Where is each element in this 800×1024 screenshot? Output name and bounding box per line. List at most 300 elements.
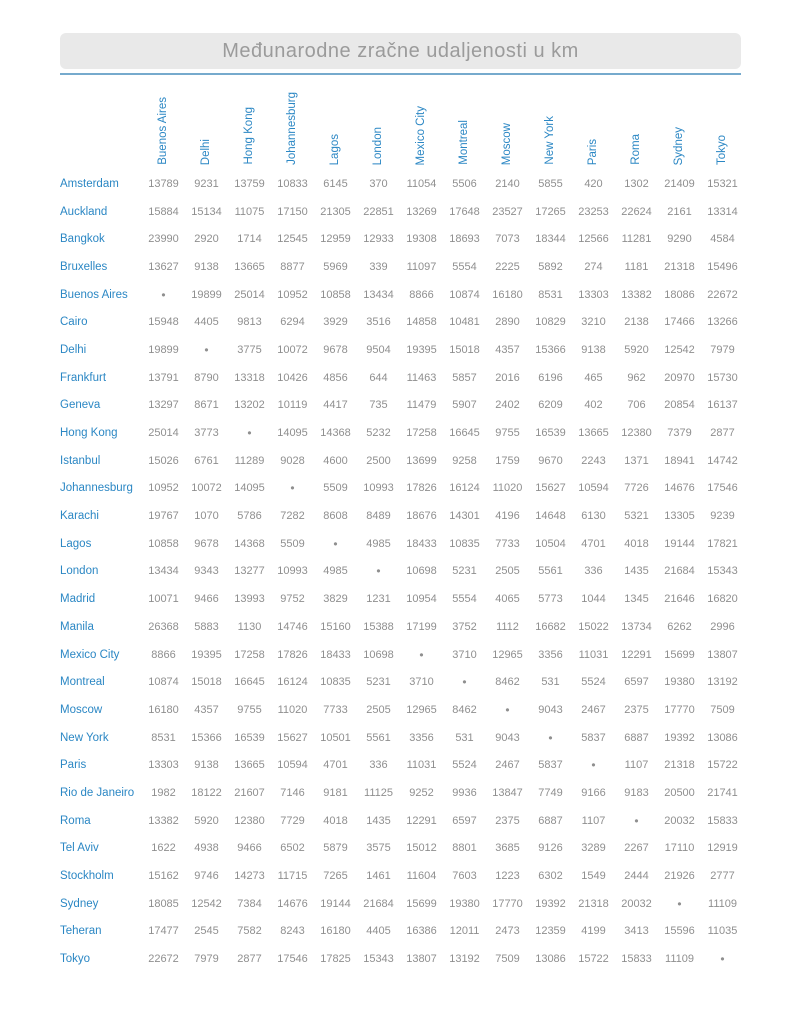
self-distance-cell: • bbox=[333, 536, 338, 551]
distance-cell: 6761 bbox=[194, 454, 219, 467]
distance-cell: 10835 bbox=[449, 537, 480, 550]
distance-cell: 9258 bbox=[452, 454, 477, 467]
distance-cell: 8531 bbox=[151, 731, 176, 744]
distance-cell: 7749 bbox=[538, 786, 563, 799]
distance-cell: 14095 bbox=[277, 427, 308, 440]
distance-cell: 10874 bbox=[148, 676, 179, 689]
distance-cell: 1982 bbox=[151, 786, 176, 799]
distance-cell: 4701 bbox=[323, 759, 348, 772]
distance-cell: 12965 bbox=[406, 703, 437, 716]
distance-cell: 9138 bbox=[194, 759, 219, 772]
distance-cell: 15134 bbox=[191, 205, 222, 218]
distance-cell: 17199 bbox=[406, 620, 437, 633]
table-header bbox=[60, 80, 744, 170]
row-label-rio-de-janeiro: Rio de Janeiro bbox=[60, 786, 135, 799]
self-distance-cell: • bbox=[376, 564, 381, 579]
distance-cell: 15343 bbox=[363, 953, 394, 966]
distance-cell: 10829 bbox=[535, 316, 566, 329]
distance-cell: 13993 bbox=[234, 593, 265, 606]
distance-cell: 2016 bbox=[495, 371, 520, 384]
table-row bbox=[60, 475, 744, 503]
distance-cell: 9043 bbox=[495, 731, 520, 744]
distance-cell: 9138 bbox=[194, 260, 219, 273]
distance-cell: 17110 bbox=[664, 842, 695, 855]
distance-cell: 19380 bbox=[664, 676, 695, 689]
distance-cell: 10993 bbox=[363, 482, 394, 495]
distance-cell: 5506 bbox=[452, 177, 477, 190]
distance-cell: 706 bbox=[627, 399, 646, 412]
distance-cell: 3710 bbox=[452, 648, 477, 661]
distance-cell: 17825 bbox=[320, 953, 351, 966]
distance-cell: 4357 bbox=[495, 343, 520, 356]
distance-cell: 10501 bbox=[320, 731, 351, 744]
distance-cell: 6302 bbox=[538, 870, 563, 883]
distance-cell: 2505 bbox=[495, 565, 520, 578]
distance-cell: 16180 bbox=[492, 288, 523, 301]
distance-cell: 17770 bbox=[664, 703, 695, 716]
distance-cell: 1070 bbox=[194, 510, 219, 523]
distance-cell: 8243 bbox=[280, 925, 305, 938]
distance-cell: 12959 bbox=[320, 233, 351, 246]
distance-cell: 7146 bbox=[280, 786, 305, 799]
distance-cell: 13791 bbox=[148, 371, 179, 384]
distance-cell: 1714 bbox=[237, 233, 262, 246]
distance-cell: 17821 bbox=[707, 537, 738, 550]
distance-cell: 2877 bbox=[237, 953, 262, 966]
distance-cell: 2505 bbox=[366, 703, 391, 716]
distance-cell: 10954 bbox=[406, 593, 437, 606]
distance-cell: 4018 bbox=[624, 537, 649, 550]
distance-cell: 20032 bbox=[664, 814, 695, 827]
distance-cell: 16180 bbox=[148, 703, 179, 716]
distance-cell: 15596 bbox=[664, 925, 695, 938]
column-header-hong-kong bbox=[228, 80, 271, 170]
row-label-moscow: Moscow bbox=[60, 703, 103, 716]
distance-cell: 18122 bbox=[191, 786, 222, 799]
distance-cell: 9343 bbox=[194, 565, 219, 578]
distance-cell: 3710 bbox=[409, 676, 434, 689]
column-header-roma bbox=[615, 80, 658, 170]
distance-cell: 12359 bbox=[535, 925, 566, 938]
distance-cell: 18085 bbox=[148, 897, 179, 910]
distance-cell: 14095 bbox=[234, 482, 265, 495]
distance-cell: 13202 bbox=[234, 399, 265, 412]
table-row bbox=[60, 641, 744, 669]
distance-cell: 1622 bbox=[151, 842, 176, 855]
distance-cell: 11031 bbox=[578, 648, 609, 661]
distance-cell: 15722 bbox=[578, 953, 609, 966]
row-label-karachi: Karachi bbox=[60, 510, 99, 523]
distance-cell: 2467 bbox=[581, 703, 606, 716]
distance-cell: 16386 bbox=[406, 925, 437, 938]
distance-cell: 8801 bbox=[452, 842, 477, 855]
distance-cell: 16180 bbox=[320, 925, 351, 938]
distance-cell: 11715 bbox=[277, 870, 308, 883]
distance-cell: 12542 bbox=[664, 343, 695, 356]
self-distance-cell: • bbox=[290, 481, 295, 496]
title-divider bbox=[60, 73, 741, 75]
distance-cell: 8462 bbox=[452, 703, 477, 716]
row-label-geneva: Geneva bbox=[60, 399, 101, 412]
header-row bbox=[60, 80, 744, 170]
distance-cell: 5879 bbox=[323, 842, 348, 855]
table-row bbox=[60, 807, 744, 835]
column-header-label: Mexico City bbox=[414, 105, 427, 165]
distance-cell: 16124 bbox=[277, 676, 308, 689]
distance-cell: 2243 bbox=[581, 454, 606, 467]
distance-cell: 11604 bbox=[406, 870, 437, 883]
distance-cell: 5837 bbox=[581, 731, 606, 744]
distance-cell: 1345 bbox=[624, 593, 649, 606]
distance-cell: 17265 bbox=[535, 205, 566, 218]
distance-cell: 6209 bbox=[538, 399, 563, 412]
distance-cell: 19899 bbox=[148, 343, 179, 356]
distance-matrix-table bbox=[60, 80, 744, 973]
distance-cell: 7379 bbox=[667, 427, 692, 440]
distance-cell: 11035 bbox=[707, 925, 738, 938]
distance-cell: 5920 bbox=[194, 814, 219, 827]
column-header-johannesburg bbox=[271, 80, 314, 170]
self-distance-cell: • bbox=[161, 287, 166, 302]
table-row bbox=[60, 835, 744, 863]
distance-cell: 9813 bbox=[237, 316, 262, 329]
distance-cell: 9755 bbox=[495, 427, 520, 440]
row-label-manila: Manila bbox=[60, 620, 94, 633]
self-distance-cell: • bbox=[548, 730, 553, 745]
distance-cell: 19308 bbox=[406, 233, 437, 246]
distance-cell: 5509 bbox=[280, 537, 305, 550]
distance-cell: 12380 bbox=[234, 814, 265, 827]
distance-cell: 17546 bbox=[277, 953, 308, 966]
table-row bbox=[60, 447, 744, 475]
row-label-hong-kong: Hong Kong bbox=[60, 427, 118, 440]
distance-cell: 9670 bbox=[538, 454, 563, 467]
distance-cell: 14368 bbox=[320, 427, 351, 440]
distance-cell: 5524 bbox=[452, 759, 477, 772]
distance-cell: 3775 bbox=[237, 343, 262, 356]
table-row bbox=[60, 336, 744, 364]
distance-cell: 420 bbox=[584, 177, 603, 190]
distance-cell: 10594 bbox=[578, 482, 609, 495]
title-bar bbox=[60, 33, 741, 69]
distance-cell: 5883 bbox=[194, 620, 219, 633]
distance-cell: 9678 bbox=[323, 343, 348, 356]
distance-cell: 1231 bbox=[366, 593, 391, 606]
distance-cell: 2402 bbox=[495, 399, 520, 412]
distance-cell: 3575 bbox=[366, 842, 391, 855]
table-row bbox=[60, 281, 744, 309]
distance-cell: 18344 bbox=[535, 233, 566, 246]
distance-cell: 5561 bbox=[366, 731, 391, 744]
distance-cell: 14742 bbox=[707, 454, 738, 467]
distance-cell: 23527 bbox=[492, 205, 523, 218]
distance-cell: 15948 bbox=[148, 316, 179, 329]
distance-cell: 10481 bbox=[449, 316, 480, 329]
row-label-madrid: Madrid bbox=[60, 593, 96, 606]
distance-cell: 19380 bbox=[449, 897, 480, 910]
distance-cell: 20854 bbox=[664, 399, 695, 412]
distance-cell: 15018 bbox=[449, 343, 480, 356]
distance-cell: 14273 bbox=[234, 870, 265, 883]
distance-cell: 7582 bbox=[237, 925, 262, 938]
distance-cell: 4938 bbox=[194, 842, 219, 855]
distance-cell: 21305 bbox=[320, 205, 351, 218]
distance-cell: 10698 bbox=[406, 565, 437, 578]
distance-cell: 11054 bbox=[406, 177, 437, 190]
distance-cell: 20500 bbox=[664, 786, 695, 799]
column-header-label: Paris bbox=[586, 138, 599, 165]
table-row bbox=[60, 170, 744, 198]
distance-cell: 10072 bbox=[191, 482, 222, 495]
distance-cell: 10952 bbox=[277, 288, 308, 301]
distance-cell: 15699 bbox=[664, 648, 695, 661]
distance-cell: 13192 bbox=[707, 676, 738, 689]
table-row bbox=[60, 779, 744, 807]
distance-cell: 3413 bbox=[624, 925, 649, 938]
distance-cell: 14676 bbox=[664, 482, 695, 495]
distance-cell: 9166 bbox=[581, 786, 606, 799]
row-label-new-york: New York bbox=[60, 731, 109, 744]
distance-cell: 3356 bbox=[538, 648, 563, 661]
distance-cell: 9043 bbox=[538, 703, 563, 716]
distance-cell: 5231 bbox=[452, 565, 477, 578]
distance-cell: 8877 bbox=[280, 260, 305, 273]
self-distance-cell: • bbox=[419, 647, 424, 662]
distance-cell: 15343 bbox=[707, 565, 738, 578]
distance-cell: 12933 bbox=[363, 233, 394, 246]
distance-cell: 13665 bbox=[234, 759, 265, 772]
column-header-label: Roma bbox=[629, 134, 642, 165]
column-header-label: New York bbox=[543, 116, 556, 165]
distance-cell: 12566 bbox=[578, 233, 609, 246]
distance-cell: 4417 bbox=[323, 399, 348, 412]
distance-cell: 22624 bbox=[621, 205, 652, 218]
table-row bbox=[60, 918, 744, 946]
distance-cell: 13789 bbox=[148, 177, 179, 190]
distance-cell: 12965 bbox=[492, 648, 523, 661]
distance-cell: 5524 bbox=[581, 676, 606, 689]
distance-cell: 16137 bbox=[707, 399, 738, 412]
self-distance-cell: • bbox=[462, 675, 467, 690]
distance-cell: 23253 bbox=[578, 205, 609, 218]
distance-cell: 9138 bbox=[581, 343, 606, 356]
distance-cell: 3356 bbox=[409, 731, 434, 744]
column-header-lagos bbox=[314, 80, 357, 170]
distance-cell: 21926 bbox=[664, 870, 695, 883]
distance-cell: 17648 bbox=[449, 205, 480, 218]
distance-cell: 4405 bbox=[366, 925, 391, 938]
table-row bbox=[60, 225, 744, 253]
row-label-delhi: Delhi bbox=[60, 343, 87, 356]
distance-cell: 13434 bbox=[363, 288, 394, 301]
distance-cell: 10698 bbox=[363, 648, 394, 661]
distance-cell: 15366 bbox=[535, 343, 566, 356]
column-header-paris bbox=[572, 80, 615, 170]
distance-cell: 10504 bbox=[535, 537, 566, 550]
row-label-cairo: Cairo bbox=[60, 316, 88, 329]
column-header-moscow bbox=[486, 80, 529, 170]
distance-cell: 15496 bbox=[707, 260, 738, 273]
distance-cell: 3289 bbox=[581, 842, 606, 855]
distance-cell: 18676 bbox=[406, 510, 437, 523]
table-row bbox=[60, 308, 744, 336]
distance-cell: 9231 bbox=[194, 177, 219, 190]
distance-cell: 11031 bbox=[406, 759, 437, 772]
distance-cell: 2500 bbox=[366, 454, 391, 467]
distance-cell: 4584 bbox=[710, 233, 735, 246]
distance-cell: 13382 bbox=[621, 288, 652, 301]
distance-cell: 16682 bbox=[535, 620, 566, 633]
distance-cell: 11020 bbox=[277, 703, 308, 716]
distance-cell: 13665 bbox=[234, 260, 265, 273]
column-header-label: Buenos Aires bbox=[156, 97, 169, 165]
distance-cell: 1130 bbox=[237, 620, 262, 633]
distance-cell: 9239 bbox=[710, 510, 735, 523]
column-header-label: Johannesburg bbox=[285, 92, 298, 165]
distance-cell: 13434 bbox=[148, 565, 179, 578]
distance-cell: 2920 bbox=[194, 233, 219, 246]
distance-cell: 17258 bbox=[234, 648, 265, 661]
table-row bbox=[60, 890, 744, 918]
distance-cell: 13303 bbox=[578, 288, 609, 301]
distance-cell: 20970 bbox=[664, 371, 695, 384]
distance-cell: 9466 bbox=[194, 593, 219, 606]
distance-cell: 15162 bbox=[148, 870, 179, 883]
distance-cell: 7073 bbox=[495, 233, 520, 246]
distance-cell: 13807 bbox=[707, 648, 738, 661]
distance-cell: 15627 bbox=[277, 731, 308, 744]
self-distance-cell: • bbox=[591, 758, 596, 773]
distance-cell: 3829 bbox=[323, 593, 348, 606]
distance-cell: 4856 bbox=[323, 371, 348, 384]
distance-cell: 17770 bbox=[492, 897, 523, 910]
corner-cell bbox=[60, 80, 142, 170]
self-distance-cell: • bbox=[247, 426, 252, 441]
distance-cell: 1181 bbox=[624, 260, 649, 273]
distance-cell: 10993 bbox=[277, 565, 308, 578]
distance-cell: 21684 bbox=[363, 897, 394, 910]
distance-cell: 8531 bbox=[538, 288, 563, 301]
table-row bbox=[60, 945, 744, 973]
distance-cell: 12380 bbox=[621, 427, 652, 440]
distance-cell: 19899 bbox=[191, 288, 222, 301]
column-header-new-york bbox=[529, 80, 572, 170]
table-row bbox=[60, 724, 744, 752]
distance-cell: 4985 bbox=[366, 537, 391, 550]
distance-cell: 5837 bbox=[538, 759, 563, 772]
distance-cell: 16539 bbox=[234, 731, 265, 744]
distance-cell: 13627 bbox=[148, 260, 179, 273]
distance-cell: 8790 bbox=[194, 371, 219, 384]
distance-cell: 22672 bbox=[707, 288, 738, 301]
distance-cell: 370 bbox=[369, 177, 388, 190]
distance-cell: 10072 bbox=[277, 343, 308, 356]
distance-cell: 14648 bbox=[535, 510, 566, 523]
distance-cell: 9126 bbox=[538, 842, 563, 855]
distance-cell: 5855 bbox=[538, 177, 563, 190]
distance-cell: 4985 bbox=[323, 565, 348, 578]
distance-cell: 1223 bbox=[495, 870, 520, 883]
distance-cell: 8489 bbox=[366, 510, 391, 523]
distance-cell: 6502 bbox=[280, 842, 305, 855]
distance-cell: 9290 bbox=[667, 233, 692, 246]
distance-cell: 13699 bbox=[406, 454, 437, 467]
distance-cell: 15722 bbox=[707, 759, 738, 772]
row-label-tel-aviv: Tel Aviv bbox=[60, 842, 99, 855]
distance-cell: 5231 bbox=[366, 676, 391, 689]
distance-cell: 2996 bbox=[710, 620, 735, 633]
distance-cell: 10952 bbox=[148, 482, 179, 495]
distance-cell: 12291 bbox=[621, 648, 652, 661]
distance-cell: 7979 bbox=[710, 343, 735, 356]
distance-cell: 5554 bbox=[452, 260, 477, 273]
distance-cell: 11289 bbox=[234, 454, 265, 467]
distance-cell: 19395 bbox=[191, 648, 222, 661]
distance-cell: 1435 bbox=[366, 814, 391, 827]
distance-cell: 1107 bbox=[624, 759, 649, 772]
distance-cell: 13314 bbox=[707, 205, 738, 218]
distance-cell: 2777 bbox=[710, 870, 735, 883]
distance-cell: 5786 bbox=[237, 510, 262, 523]
distance-cell: 15012 bbox=[406, 842, 437, 855]
distance-cell: 10835 bbox=[320, 676, 351, 689]
column-header-london bbox=[357, 80, 400, 170]
self-distance-cell: • bbox=[505, 702, 510, 717]
distance-cell: 21741 bbox=[707, 786, 738, 799]
table-row bbox=[60, 364, 744, 392]
distance-cell: 10426 bbox=[277, 371, 308, 384]
distance-cell: 5554 bbox=[452, 593, 477, 606]
distance-cell: 5857 bbox=[452, 371, 477, 384]
distance-cell: 17546 bbox=[707, 482, 738, 495]
distance-cell: 14301 bbox=[449, 510, 480, 523]
column-header-sydney bbox=[658, 80, 701, 170]
distance-cell: 4701 bbox=[581, 537, 606, 550]
column-header-montreal bbox=[443, 80, 486, 170]
distance-cell: 9028 bbox=[280, 454, 305, 467]
distance-cell: 15833 bbox=[621, 953, 652, 966]
row-label-auckland: Auckland bbox=[60, 205, 108, 218]
distance-cell: 4018 bbox=[323, 814, 348, 827]
distance-cell: 13759 bbox=[234, 177, 265, 190]
table-row bbox=[60, 419, 744, 447]
distance-cell: 9746 bbox=[194, 870, 219, 883]
distance-cell: 9504 bbox=[366, 343, 391, 356]
distance-cell: 21318 bbox=[664, 759, 695, 772]
distance-cell: 17466 bbox=[664, 316, 695, 329]
distance-cell: 6597 bbox=[624, 676, 649, 689]
distance-cell: 13303 bbox=[148, 759, 179, 772]
table-row bbox=[60, 253, 744, 281]
distance-cell: 10874 bbox=[449, 288, 480, 301]
column-header-delhi bbox=[185, 80, 228, 170]
distance-cell: 1371 bbox=[624, 454, 649, 467]
distance-cell: 1549 bbox=[581, 870, 606, 883]
distance-cell: 4065 bbox=[495, 593, 520, 606]
distance-cell: 3516 bbox=[366, 316, 391, 329]
distance-cell: 16124 bbox=[449, 482, 480, 495]
distance-cell: 18433 bbox=[320, 648, 351, 661]
table-row bbox=[60, 558, 744, 586]
distance-cell: 531 bbox=[541, 676, 560, 689]
distance-cell: 14676 bbox=[277, 897, 308, 910]
distance-cell: 15699 bbox=[406, 897, 437, 910]
distance-cell: 11125 bbox=[364, 786, 393, 799]
distance-cell: 15160 bbox=[320, 620, 351, 633]
column-header-label: Delhi bbox=[199, 138, 212, 165]
column-header-buenos-aires bbox=[142, 80, 185, 170]
distance-cell: 19144 bbox=[320, 897, 351, 910]
